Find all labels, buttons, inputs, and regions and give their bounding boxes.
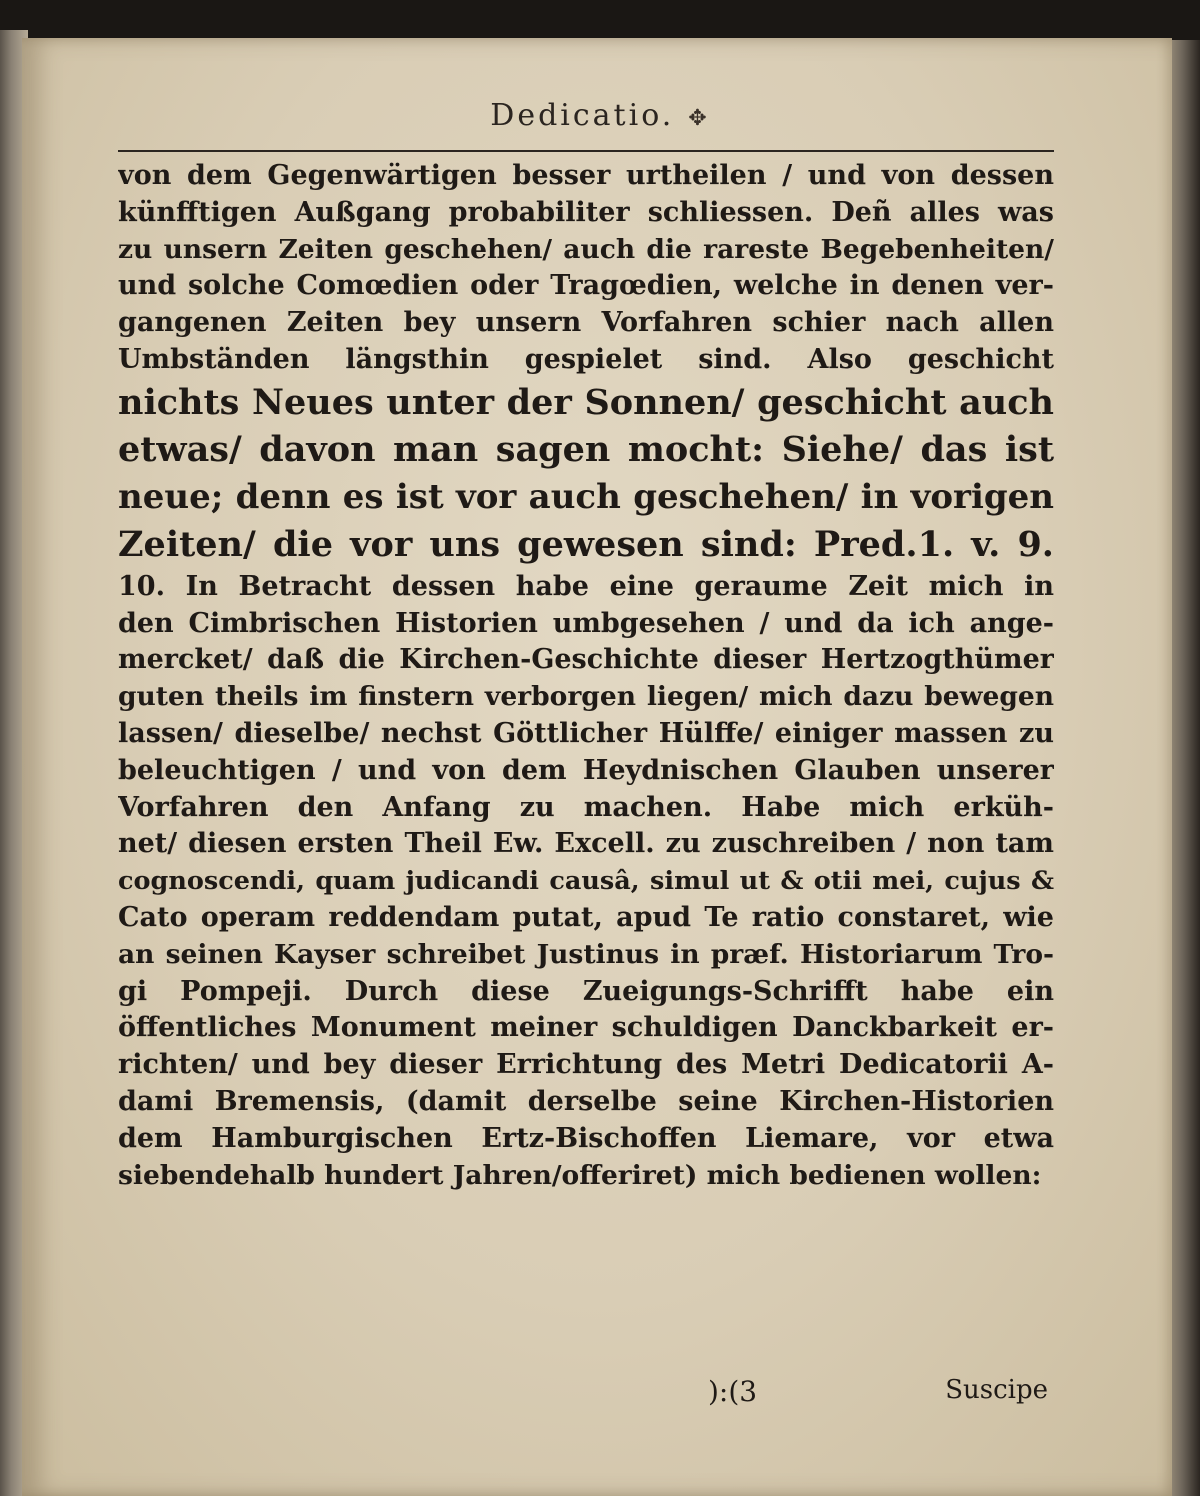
text-line-quotation: Zeiten/ die vor uns gewesen sind: Pred.1. v. 9. — [118, 524, 1054, 566]
text-line: an seinen Kayser schreibet Justinus in præf. Historiarum Tro- — [118, 938, 1054, 970]
header-rule — [118, 150, 1054, 152]
running-head — [0, 98, 1200, 133]
text-line: lassen/ dieselbe/ nechst Göttlicher Hülffe/ einiger massen zu — [118, 717, 1054, 749]
text-line: siebendehalb hundert Jahren/offeriret) mich bedienen wollen: — [118, 1159, 1042, 1191]
text-line: künfftigen Außgang probabiliter schliessen. Deñ alles was — [118, 196, 1054, 228]
text-line: gangenen Zeiten bey unsern Vorfahren schier nach allen — [118, 307, 1054, 339]
text-line: Vorfahren den Anfang zu machen. Habe mich erküh- — [118, 791, 1054, 823]
body-text — [118, 158, 1054, 1194]
text-line: den Cimbrischen Historien umbgesehen / und da ich ange- — [118, 607, 1054, 639]
running-head-title: Dedicatio. — [490, 98, 675, 133]
text-line: guten theils im finstern verborgen liegen/ mich dazu bewegen — [118, 681, 1054, 713]
text-line-quotation: nichts Neues unter der Sonnen/ geschicht auch — [118, 381, 1054, 423]
text-line: Cato operam reddendam putat, apud Te ratio constaret, wie — [118, 901, 1054, 933]
text-line: mercket/ daß die Kirchen-Geschichte dieser Hertzogthümer — [118, 644, 1054, 676]
page-footer — [118, 1375, 1054, 1415]
text-line: gi Pompeji. Durch diese Zueigungs-Schrifft habe ein — [118, 975, 1054, 1007]
text-line: beleuchtigen / und von dem Heydnischen Glauben unserer — [118, 754, 1054, 786]
text-line-quotation: neue; denn es ist vor auch geschehen/ in vorigen — [118, 476, 1054, 517]
text-line: von dem Gegenwärtigen besser urtheilen / und von dessen — [118, 160, 1054, 191]
text-line: dem Hamburgischen Ertz-Bischoffen Liemare, vor etwa — [118, 1122, 1054, 1154]
text-line: und solche Comœdien oder Tragœdien, welche in denen ver- — [118, 270, 1054, 302]
catchword: Suscipe — [945, 1375, 1048, 1405]
text-line: net/ diesen ersten Theil Ew. Excell. zu zuschreiben / non tam — [118, 828, 1054, 860]
text-line: 10. In Betracht dessen habe eine geraume Zeit mich in — [118, 570, 1054, 602]
ornament-icon: ✥ — [688, 106, 710, 131]
signature-mark: ):(3 — [708, 1375, 758, 1408]
text-line: Umbständen längsthin gespielet sind. Also geschicht — [118, 343, 1054, 375]
text-line: dami Bremensis, (damit derselbe seine Kirchen-Historien — [118, 1085, 1054, 1117]
text-line: zu unsern Zeiten geschehen/ auch die rareste Begebenheiten/ — [118, 233, 1054, 265]
text-line: richten/ und bey dieser Errichtung des Metri Dedicatorii A- — [118, 1049, 1054, 1081]
text-line-quotation: etwas/ davon man sagen mocht: Siehe/ das ist — [118, 429, 1054, 471]
text-line: öffentliches Monument meiner schuldigen Danckbarkeit er- — [118, 1012, 1054, 1044]
text-line: cognoscendi, quam judicandi causâ, simul ut & otii mei, cujus & — [118, 866, 1054, 897]
